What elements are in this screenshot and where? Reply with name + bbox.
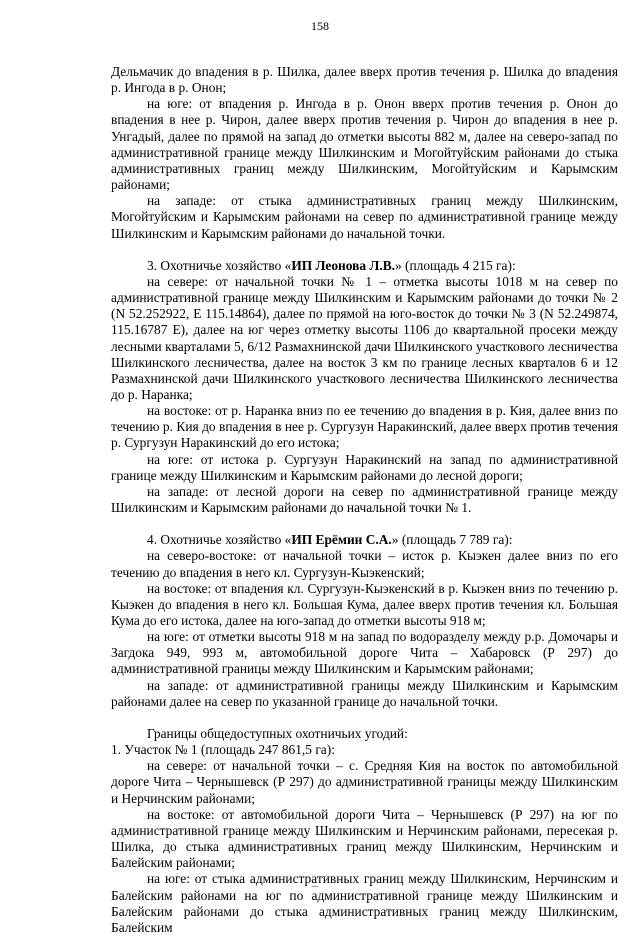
paragraph: на востоке: от впадения кл. Сургузун-Кыэкенский в р. Кыэкен вниз по течению р. Кыэкен до впадения в него кл. Большая Кума, далее вверх против течения кл. Большая Кума до его истока, далее на юго-запад до отметки высоты 918 м; <box>111 580 618 628</box>
scan-mark <box>312 886 318 887</box>
section-heading-public-lands: Границы общедоступных охотничьих угодий: 1. Участок № 1 (площадь 247 861,5 га): <box>111 725 408 758</box>
paragraph: Дельмачик до впадения в р. Шилка, далее вверх против течения р. Шилка до впадения р. Ингода в р. Онон; <box>111 64 618 96</box>
paragraph: на юге: от отметки высоты 918 м на запад по водоразделу между р.р. Домочары и Загдока 949, 993 м, автомобильной дороге Чита – Хабаровск (Р 297) до административной границы между Шилкинским и Карымским районами; <box>111 629 618 677</box>
heading-suffix: » (площадь 4 215 га): <box>395 257 516 273</box>
paragraph: на востоке: от автомобильной дороги Чита – Чернышевск (Р 297) на юг по административной границе между Шилкинским и Нерчинским районами, пересекая р. Шилка, до стыка административных границ между Шилкинским, Нерчинским и Балейским районами; <box>111 806 618 871</box>
paragraph: на юге: от истока р. Сургузун Наракинский на запад по административной границе между Шилкинским и Карымским районами до лесной дороги; <box>111 451 618 483</box>
page-number: 158 <box>311 19 329 33</box>
heading-owner: ИП Ерёмин С.А. <box>291 532 392 548</box>
paragraph: на юге: от стыка административных границ между Шилкинским, Нерчинским и Балейским районами на юг по административной границе между Шилкинским и Балейским районами до стыка административных границ между Шилкинским, Балейским <box>111 871 618 935</box>
paragraph: на северо-востоке: от начальной точки – исток р. Кыэкен далее вниз по его течению до впадения в него кл. Сургузун-Кыэкенский; <box>111 548 618 580</box>
heading-owner: ИП Леонова Л.В. <box>291 257 396 273</box>
paragraph: на западе: от административной границы между Шилкинским и Карымским районами далее на север по указанной границе до начальной точки. <box>111 677 618 709</box>
paragraph: на западе: от стыка административных границ между Шилкинским, Могойтуйским и Карымским районами на север по административной границе между Шилкинским и Карымским районами до начальной точки. <box>111 193 618 241</box>
section-heading-3 <box>111 258 618 274</box>
paragraph: на севере: от начальной точки – с. Средняя Кия на восток по автомобильной дороге Чита – Чернышевск (Р 297) до административной границы между Шилкинским и Нерчинским районами; <box>111 758 618 806</box>
section-heading-4 <box>111 532 618 548</box>
heading-prefix: 3. Охотничье хозяйство « <box>147 257 292 273</box>
heading-prefix: 4. Охотничье хозяйство « <box>147 532 292 548</box>
paragraph: на севере: от начальной точки № 1 – отметка высоты 1018 м на север по административной границе между Шилкинским и Карымским районами до точки № 2 (N 52.252922, E 115.14864), далее по прямой на юго-восток до точки № 3 (N 52.249874, 115.16787 E), далее на юг через отметку высоты 1106 до квартальной просеки между лесными кварталами 5, 6/12 Размахнинской дачи Шилкинского участкового лесничества Шилкинского лесничества, далее на восток 3 км по границе лесных кварталов 6 и 12 Размахнинской дачи Шилкинского участкового лесничества Шилкинского лесничества до р. Наранка; <box>111 273 618 402</box>
document-body <box>111 64 618 936</box>
paragraph: на востоке: от р. Наранка вниз по ее течению до впадения в р. Кия, далее вниз по течению р. Кия до впадения в нее р. Сургузун Наракинский, далее вверх против течения р. Сургузун Наракинский до его истока; <box>111 403 618 451</box>
heading-suffix: » (площадь 7 789 га): <box>391 532 513 548</box>
paragraph: на западе: от лесной дороги на север по административной границе между Шилкинским и Карымским районами до начальной точки № 1. <box>111 483 618 516</box>
paragraph: на юге: от впадения р. Ингода в р. Онон вверх против течения р. Онон до впадения в нее р. Чирон, далее вверх против течения р. Чирон до впадения в нее р. Унгадый, далее по прямой на запад до отметки высоты 882 м, далее на северо-запад по административной границе между Шилкинским и Могойтуйским районами до стыка административных границ между Шилкинским, Могойтуйским и Карымским районами; <box>111 96 618 193</box>
